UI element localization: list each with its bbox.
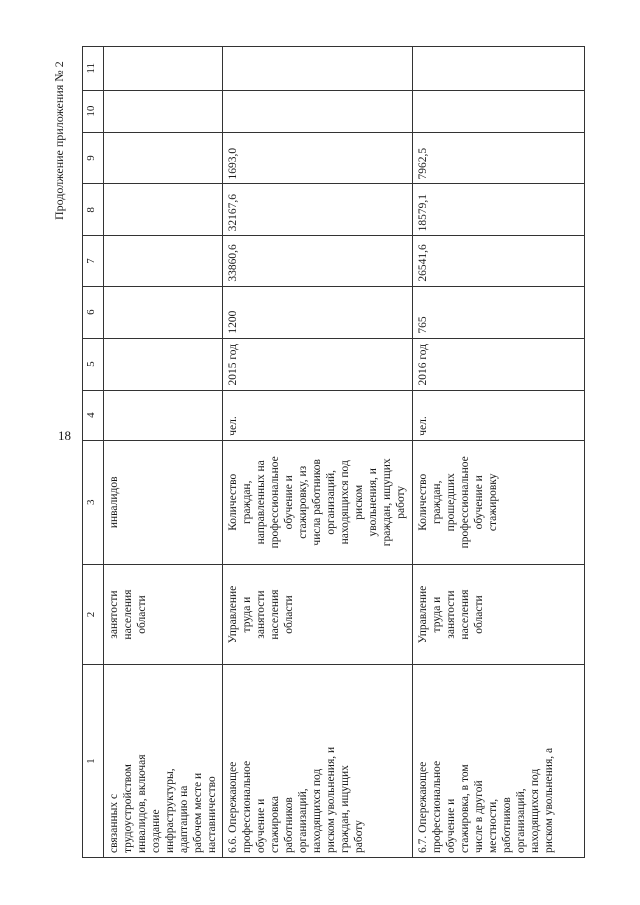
table-cell: 765 xyxy=(412,286,584,338)
table-cell: чел. xyxy=(223,390,412,440)
data-table xyxy=(82,46,585,858)
table-cell xyxy=(104,184,223,236)
table-cell: чел. xyxy=(412,390,584,440)
table-cell: Количество граждан, направленных на профессиональное обучение и стажировку, из числа работников организаций, находящихся под риском увольнения, и граждан, ищущих работу xyxy=(223,440,412,564)
column-header: 8 xyxy=(83,184,104,236)
table-cell: 1200 xyxy=(223,286,412,338)
table-cell: 1693,0 xyxy=(223,132,412,184)
column-header: 2 xyxy=(83,564,104,665)
table-cell xyxy=(104,338,223,390)
table-cell xyxy=(412,47,584,91)
table-cell: Управление труда и занятости населения области xyxy=(412,564,584,665)
table-cell: 6.7. Опережающее профессиональное обучение и стажировка, в том числе в другой местности, работников организаций, находящихся под риском увольнения, а xyxy=(412,665,584,858)
column-header: 11 xyxy=(83,47,104,91)
table-cell xyxy=(104,236,223,286)
table-cell xyxy=(223,47,412,91)
table-cell: 26541,6 xyxy=(412,236,584,286)
table-cell: инвалидов xyxy=(104,440,223,564)
table-row xyxy=(223,47,412,858)
table-cell: Управление труда и занятости населения области xyxy=(223,564,412,665)
column-header: 3 xyxy=(83,440,104,564)
table-cell: 6.6. Опережающее профессиональное обучение и стажировка работников организаций, находящихся под риском увольнения, и граждан, ищущих работу xyxy=(223,665,412,858)
column-header: 5 xyxy=(83,338,104,390)
column-header: 10 xyxy=(83,90,104,132)
table-cell xyxy=(104,90,223,132)
table-header-row xyxy=(83,47,104,858)
table-cell xyxy=(104,390,223,440)
table-container xyxy=(82,46,585,858)
column-header: 7 xyxy=(83,236,104,286)
column-header: 1 xyxy=(83,665,104,858)
table-cell: Количество граждан, прошедших профессиональное обучение и стажировку xyxy=(412,440,584,564)
table-cell xyxy=(223,90,412,132)
table-cell xyxy=(104,132,223,184)
table-cell: 7962,5 xyxy=(412,132,584,184)
table-cell: 33860,6 xyxy=(223,236,412,286)
table-cell: 18579,1 xyxy=(412,184,584,236)
appendix-note: Продолжение приложения № 2 xyxy=(52,61,66,220)
table-cell: занятости населения области xyxy=(104,564,223,665)
table-cell: 2015 год xyxy=(223,338,412,390)
page-number: 18 xyxy=(58,428,71,443)
table-row xyxy=(412,47,584,858)
table-cell xyxy=(104,286,223,338)
column-header: 4 xyxy=(83,390,104,440)
column-header: 9 xyxy=(83,132,104,184)
table-cell: 2016 год xyxy=(412,338,584,390)
column-header: 6 xyxy=(83,286,104,338)
table-cell: 32167,6 xyxy=(223,184,412,236)
table-cell: связанных с трудоустройством инвалидов, включая создание инфраструктуры, адаптацию на рабочем месте и наставничество xyxy=(104,665,223,858)
table-body xyxy=(83,47,585,858)
table-cell xyxy=(104,47,223,91)
table-row xyxy=(104,47,223,858)
table-cell xyxy=(412,90,584,132)
